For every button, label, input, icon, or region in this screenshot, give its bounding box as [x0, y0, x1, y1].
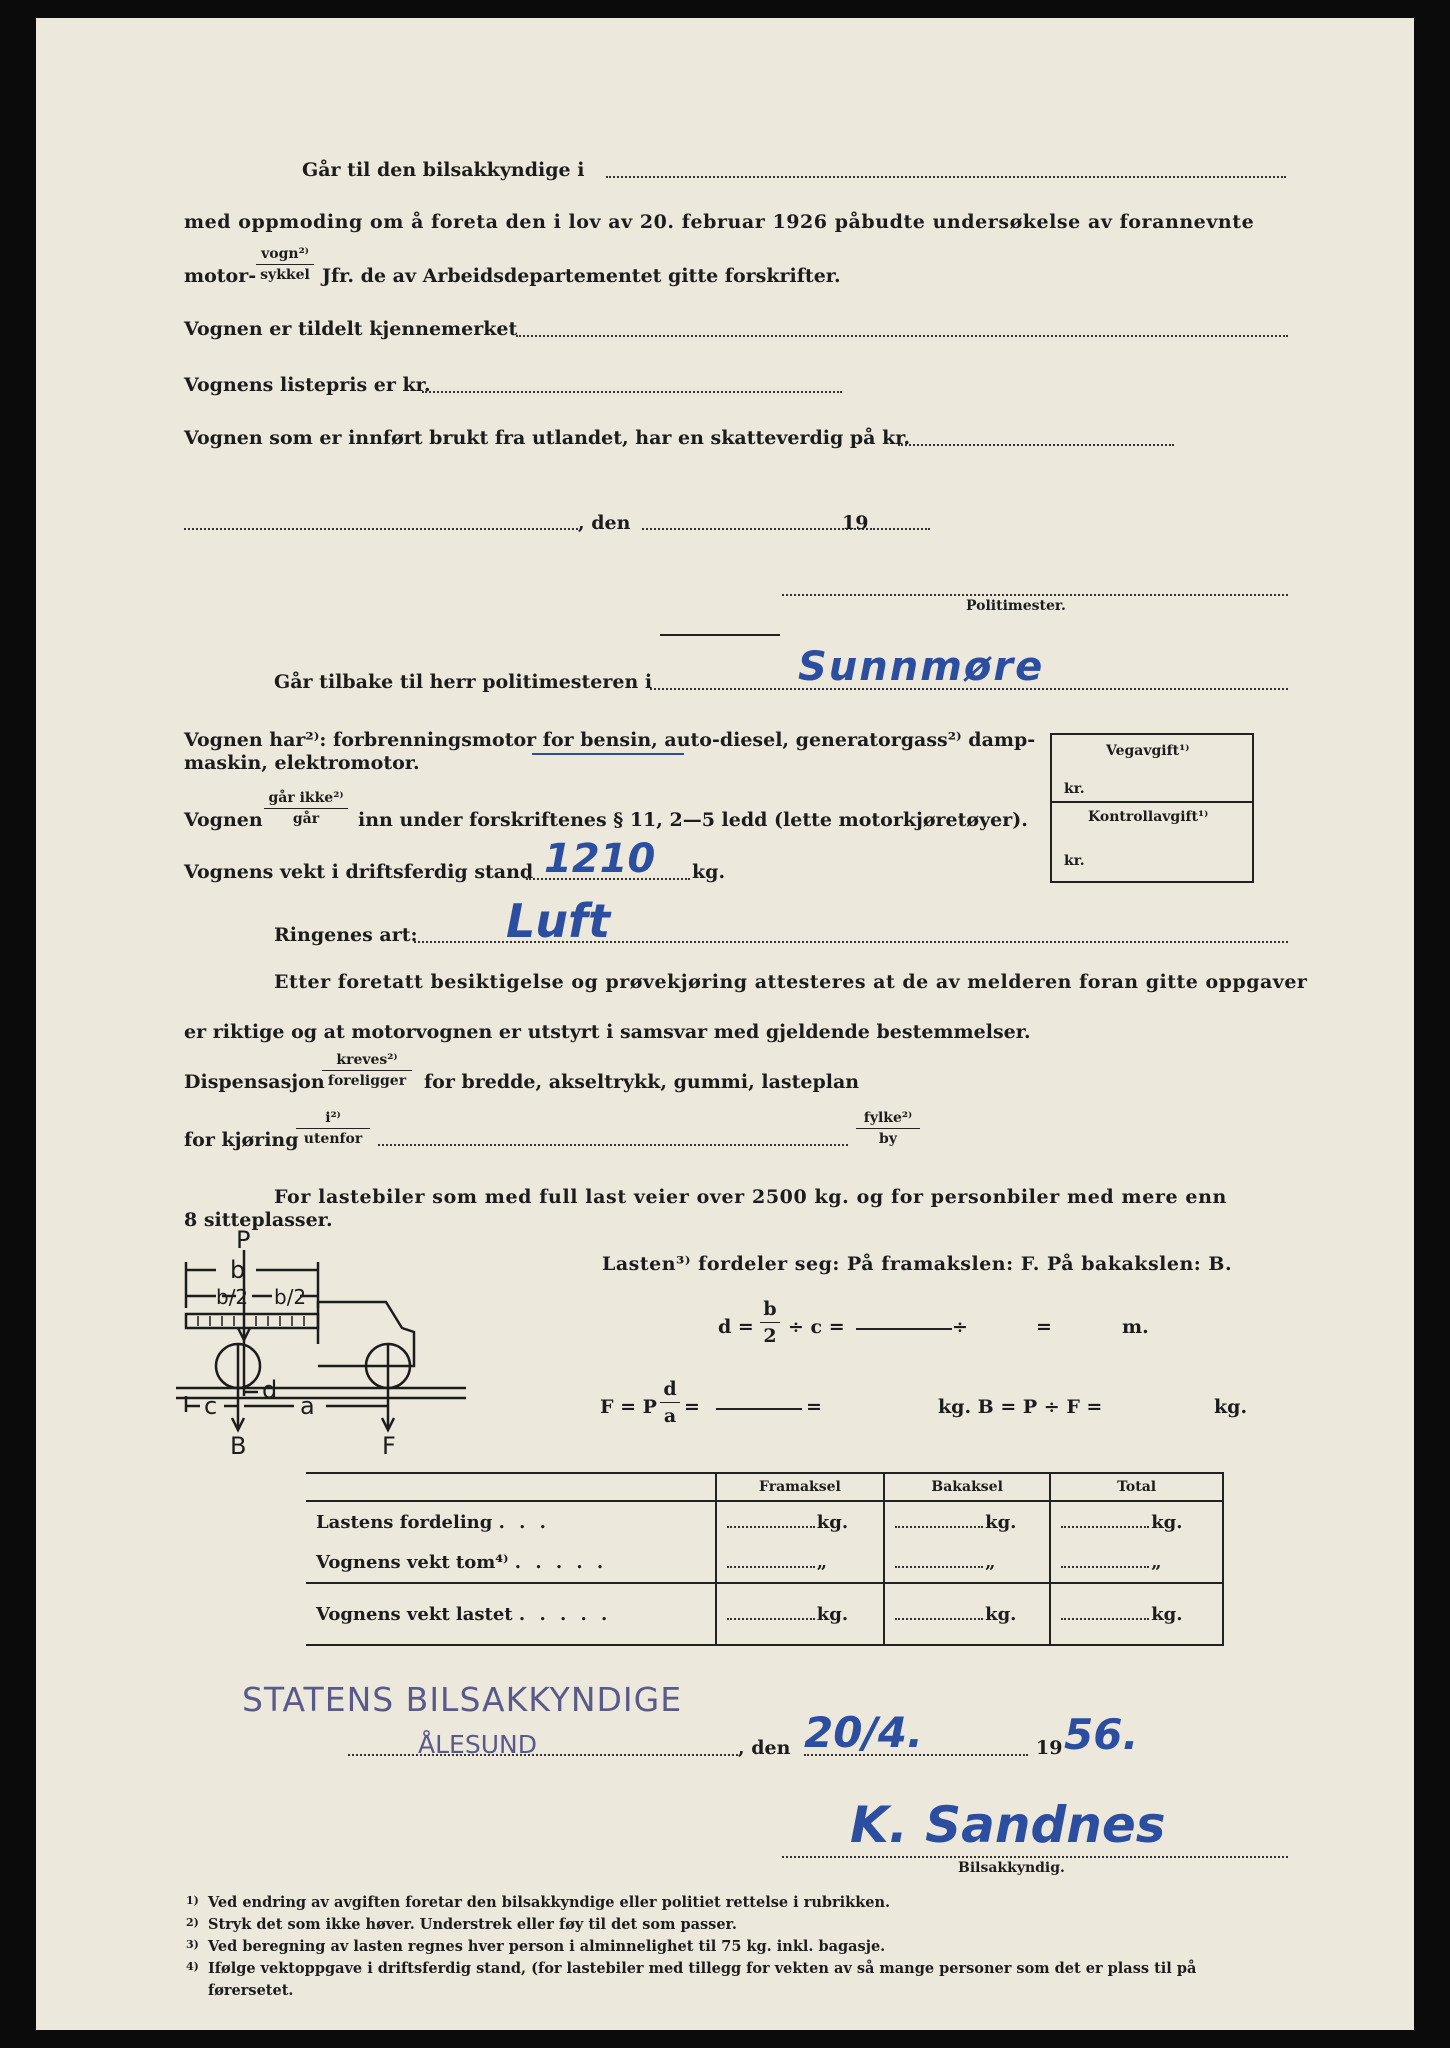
row-label-load: Lastens fordeling — [316, 1511, 493, 1533]
fraction-numerator: fylke²⁾ — [856, 1110, 920, 1129]
fraction-denominator: går — [292, 811, 320, 827]
list-price-label: Vognens listepris er kr. — [184, 374, 431, 396]
fraction-denominator: utenfor — [303, 1131, 363, 1147]
table-row: Vognens vekt tom⁴⁾ . . . . . „ „ „ — [306, 1542, 1223, 1583]
section-divider — [660, 634, 780, 636]
motor-type-line1: Vognen har²⁾: forbrenningsmotor for bensin, auto-diesel, generatorgass²⁾ damp- — [184, 729, 1036, 751]
year-prefix: 19 — [842, 512, 869, 534]
label-P: P — [236, 1228, 251, 1254]
formula-f-left: F = P — [600, 1396, 657, 1418]
cell-loaded-front[interactable] — [716, 1583, 884, 1645]
cell-load-total[interactable] — [1050, 1501, 1223, 1542]
weight-table — [306, 1472, 1224, 1646]
gar-fraction — [264, 790, 348, 827]
control-fee-label: Kontrollavgift¹⁾ — [1088, 809, 1209, 825]
formula-d-minus-c: ÷ c = — [788, 1316, 845, 1338]
truck-rule-line2: 8 sitteplasser. — [184, 1209, 333, 1231]
footnote-text: Stryk det som ikke høver. Understrek eller føy til det som passer. — [208, 1916, 737, 1933]
label-B: B — [230, 1432, 247, 1460]
fraction-numerator: b — [760, 1298, 780, 1323]
underline-bensin — [532, 753, 684, 755]
signoff-year-handwriting: 56. — [1064, 1710, 1139, 1759]
fraction-numerator: kreves²⁾ — [322, 1052, 412, 1071]
fraction-numerator: d — [660, 1378, 680, 1403]
return-district-handwriting: Sunnmøre — [798, 644, 1045, 690]
inspector-signature: K. Sandnes — [850, 1796, 1166, 1854]
signoff-year-prefix: 19 — [1036, 1737, 1063, 1759]
weight-handwriting: 1210 — [544, 836, 656, 882]
footnote-mark: 1) — [186, 1894, 199, 1907]
date-field[interactable] — [642, 528, 872, 530]
regulations-text: Jfr. de av Arbeidsdepartementet gitte forskrifter. — [322, 265, 841, 287]
tyre-type-handwriting: Luft — [506, 894, 611, 948]
fraction-denominator: sykkel — [260, 267, 310, 283]
fee-box-divider — [1052, 801, 1252, 803]
footnote-text: førersetet. — [208, 1982, 294, 1999]
fraction-numerator: vogn²⁾ — [256, 246, 314, 265]
registration-label: Vognen er tildelt kjennemerket — [184, 318, 518, 340]
signoff-date-handwriting: 20/4. — [804, 1708, 923, 1757]
attestation-line2: er riktige og at motorvognen er utstyrt i samsvar med gjeldende bestemmelser. — [184, 1021, 1031, 1043]
footnote-text: Ved endring av avgiften foretar den bilsakkyndige eller politiet rettelse i rubrikken. — [208, 1894, 891, 1911]
formula-d-fraction — [760, 1298, 780, 1347]
year-field[interactable] — [870, 528, 930, 530]
label-c: c — [204, 1392, 218, 1420]
footnote-mark: 4) — [186, 1960, 199, 1973]
cell-empty-rear[interactable] — [884, 1542, 1050, 1583]
load-distribution-text: Lasten³⁾ fordeler seg: På framakslen: F. På bakakslen: B. — [602, 1253, 1233, 1275]
official-stamp-line2: ÅLESUND — [418, 1730, 537, 1759]
form-sheet — [36, 18, 1414, 2030]
cell-load-front[interactable] — [716, 1501, 884, 1542]
footnote-text: Ved beregning av lasten regnes hver person i alminnelighet til 75 kg. inkl. bagasje. — [208, 1938, 886, 1955]
footnote-4 — [186, 1960, 1298, 1982]
row-label-empty: Vognens vekt tom⁴⁾ — [316, 1551, 509, 1573]
unit-kg: kg. — [1151, 1603, 1183, 1625]
unit-kg: kg. — [816, 1511, 849, 1533]
fraction-denominator: a — [663, 1405, 677, 1427]
label-F: F — [382, 1432, 396, 1460]
label-a: a — [300, 1392, 315, 1420]
motor-prefix: motor- — [184, 265, 257, 287]
politimester-signature-line[interactable] — [782, 594, 1288, 596]
footnote-1 — [186, 1894, 1298, 1916]
table-row: Lastens fordeling . . . kg. kg. kg. — [306, 1501, 1223, 1542]
ditto-mark: „ — [985, 1551, 996, 1573]
tax-value-label: Vognen som er innført brukt fra utlandet, har en skatteverdig på kr. — [184, 427, 911, 449]
signature-line[interactable] — [782, 1856, 1288, 1858]
footnote-2 — [186, 1916, 1298, 1938]
inspector-label: Bilsakkyndig. — [958, 1860, 1065, 1876]
label-b-half-left: b/2 — [216, 1285, 249, 1309]
return-label: Går tilbake til herr politimesteren i — [274, 671, 653, 693]
signoff-place-field[interactable] — [348, 1754, 738, 1756]
label-d: d — [262, 1376, 278, 1404]
vehicle-word: Vognen — [184, 809, 263, 831]
header-rear-axle: Bakaksel — [884, 1473, 1050, 1501]
row-label-loaded: Vognens vekt lastet — [316, 1603, 513, 1625]
vogn-sykkel-fraction — [256, 246, 314, 283]
attestation-line1: Etter foretatt besiktigelse og prøvekjøring attesteres at de av melderen foran gitte oppgaver — [274, 971, 1308, 993]
politimester-label: Politimester. — [966, 598, 1066, 614]
tax-value-field[interactable] — [898, 444, 1174, 446]
label-b-half-right: b/2 — [274, 1285, 307, 1309]
official-stamp-line1: STATENS BILSAKKYNDIGE — [242, 1680, 683, 1719]
road-tax-label: Vegavgift¹⁾ — [1106, 743, 1190, 759]
list-price-field[interactable] — [422, 391, 842, 393]
label-b: b — [230, 1256, 246, 1284]
road-tax-kr: kr. — [1064, 781, 1085, 797]
formula-d-equals: = — [1036, 1316, 1052, 1338]
axle-load-diagram — [176, 1228, 596, 1478]
formula-f-equals1: = — [684, 1396, 700, 1418]
unit-kg: kg. — [1151, 1511, 1183, 1533]
cell-loaded-rear[interactable] — [884, 1583, 1050, 1645]
footnote-4-continued — [186, 1982, 1298, 2004]
driving-label: for kjøring — [184, 1129, 299, 1151]
footnotes — [186, 1894, 1298, 2004]
footnote-mark: 2) — [186, 1916, 199, 1929]
formula-f-unit: kg. — [1214, 1396, 1248, 1418]
formula-f-fraction — [660, 1378, 680, 1427]
cell-load-rear[interactable] — [884, 1501, 1050, 1542]
fee-box — [1050, 733, 1254, 883]
unit-kg: kg. — [985, 1603, 1017, 1625]
formula-d-unit: m. — [1122, 1316, 1149, 1338]
weight-label: Vognens vekt i driftsferdig stand — [184, 861, 534, 883]
ditto-mark: „ — [816, 1551, 828, 1573]
regulation-section-text: inn under forskriftenes § 11, 2—5 ledd (lette motorkjøretøyer). — [358, 809, 1028, 831]
motor-type-line2: maskin, elektromotor. — [184, 752, 420, 774]
table-row: Vognens vekt lastet . . . . . kg. kg. kg. — [306, 1583, 1223, 1645]
formula-f-equals2: = — [806, 1396, 822, 1418]
county-field[interactable] — [378, 1144, 848, 1146]
header-front-axle: Framaksel — [716, 1473, 884, 1501]
cell-empty-front[interactable] — [716, 1542, 884, 1583]
place-field[interactable] — [184, 528, 578, 530]
request-text: med oppmoding om å foreta den i lov av 20. februar 1926 påbudte undersøkelse av forannevnte — [184, 211, 1255, 233]
fraction-denominator: by — [879, 1131, 897, 1147]
weight-unit: kg. — [692, 861, 726, 883]
cell-loaded-total[interactable] — [1050, 1583, 1223, 1645]
footnote-text: Ifølge vektoppgave i driftsferdig stand, (for lastebiler med tillegg for vekten av så mange personer som det er plass til på — [208, 1960, 1197, 1977]
formula-f-blank[interactable] — [716, 1408, 802, 1410]
ditto-mark: „ — [1151, 1551, 1162, 1573]
footnote-mark: 3) — [186, 1938, 199, 1951]
dispensation-label: Dispensasjon — [184, 1071, 325, 1093]
fraction-numerator: i²⁾ — [296, 1110, 370, 1129]
dispensation-text: for bredde, akseltrykk, gummi, lasteplan — [424, 1071, 860, 1093]
formula-f-right: kg. B = P ÷ F = — [938, 1396, 1103, 1418]
inside-outside-fraction — [296, 1110, 370, 1147]
fraction-denominator: foreligger — [327, 1073, 407, 1089]
formula-d-left: d = — [718, 1316, 754, 1338]
goes-to-field[interactable] — [606, 176, 1286, 178]
unit-kg: kg. — [816, 1603, 849, 1625]
date-label: , den — [578, 512, 631, 534]
signoff-date-label: , den — [738, 1737, 791, 1759]
formula-d-divide: ÷ — [952, 1316, 968, 1338]
footnote-3 — [186, 1938, 1298, 1960]
dispensation-fraction — [322, 1052, 412, 1089]
formula-d-blank[interactable] — [856, 1328, 952, 1330]
cell-empty-total[interactable] — [1050, 1542, 1223, 1583]
registration-field[interactable] — [516, 335, 1288, 337]
unit-kg: kg. — [985, 1511, 1017, 1533]
header-total: Total — [1050, 1473, 1223, 1501]
fraction-denominator: 2 — [763, 1325, 777, 1347]
fraction-numerator: går ikke²⁾ — [264, 790, 348, 809]
goes-to-label: Går til den bilsakkyndige i — [302, 159, 585, 181]
county-city-fraction — [856, 1110, 920, 1147]
control-fee-kr: kr. — [1064, 853, 1085, 869]
truck-rule-line1: For lastebiler som med full last veier over 2500 kg. og for personbiler med mere enn — [274, 1186, 1227, 1208]
table-header-blank — [306, 1473, 716, 1501]
tyre-type-label: Ringenes art: — [274, 924, 418, 946]
